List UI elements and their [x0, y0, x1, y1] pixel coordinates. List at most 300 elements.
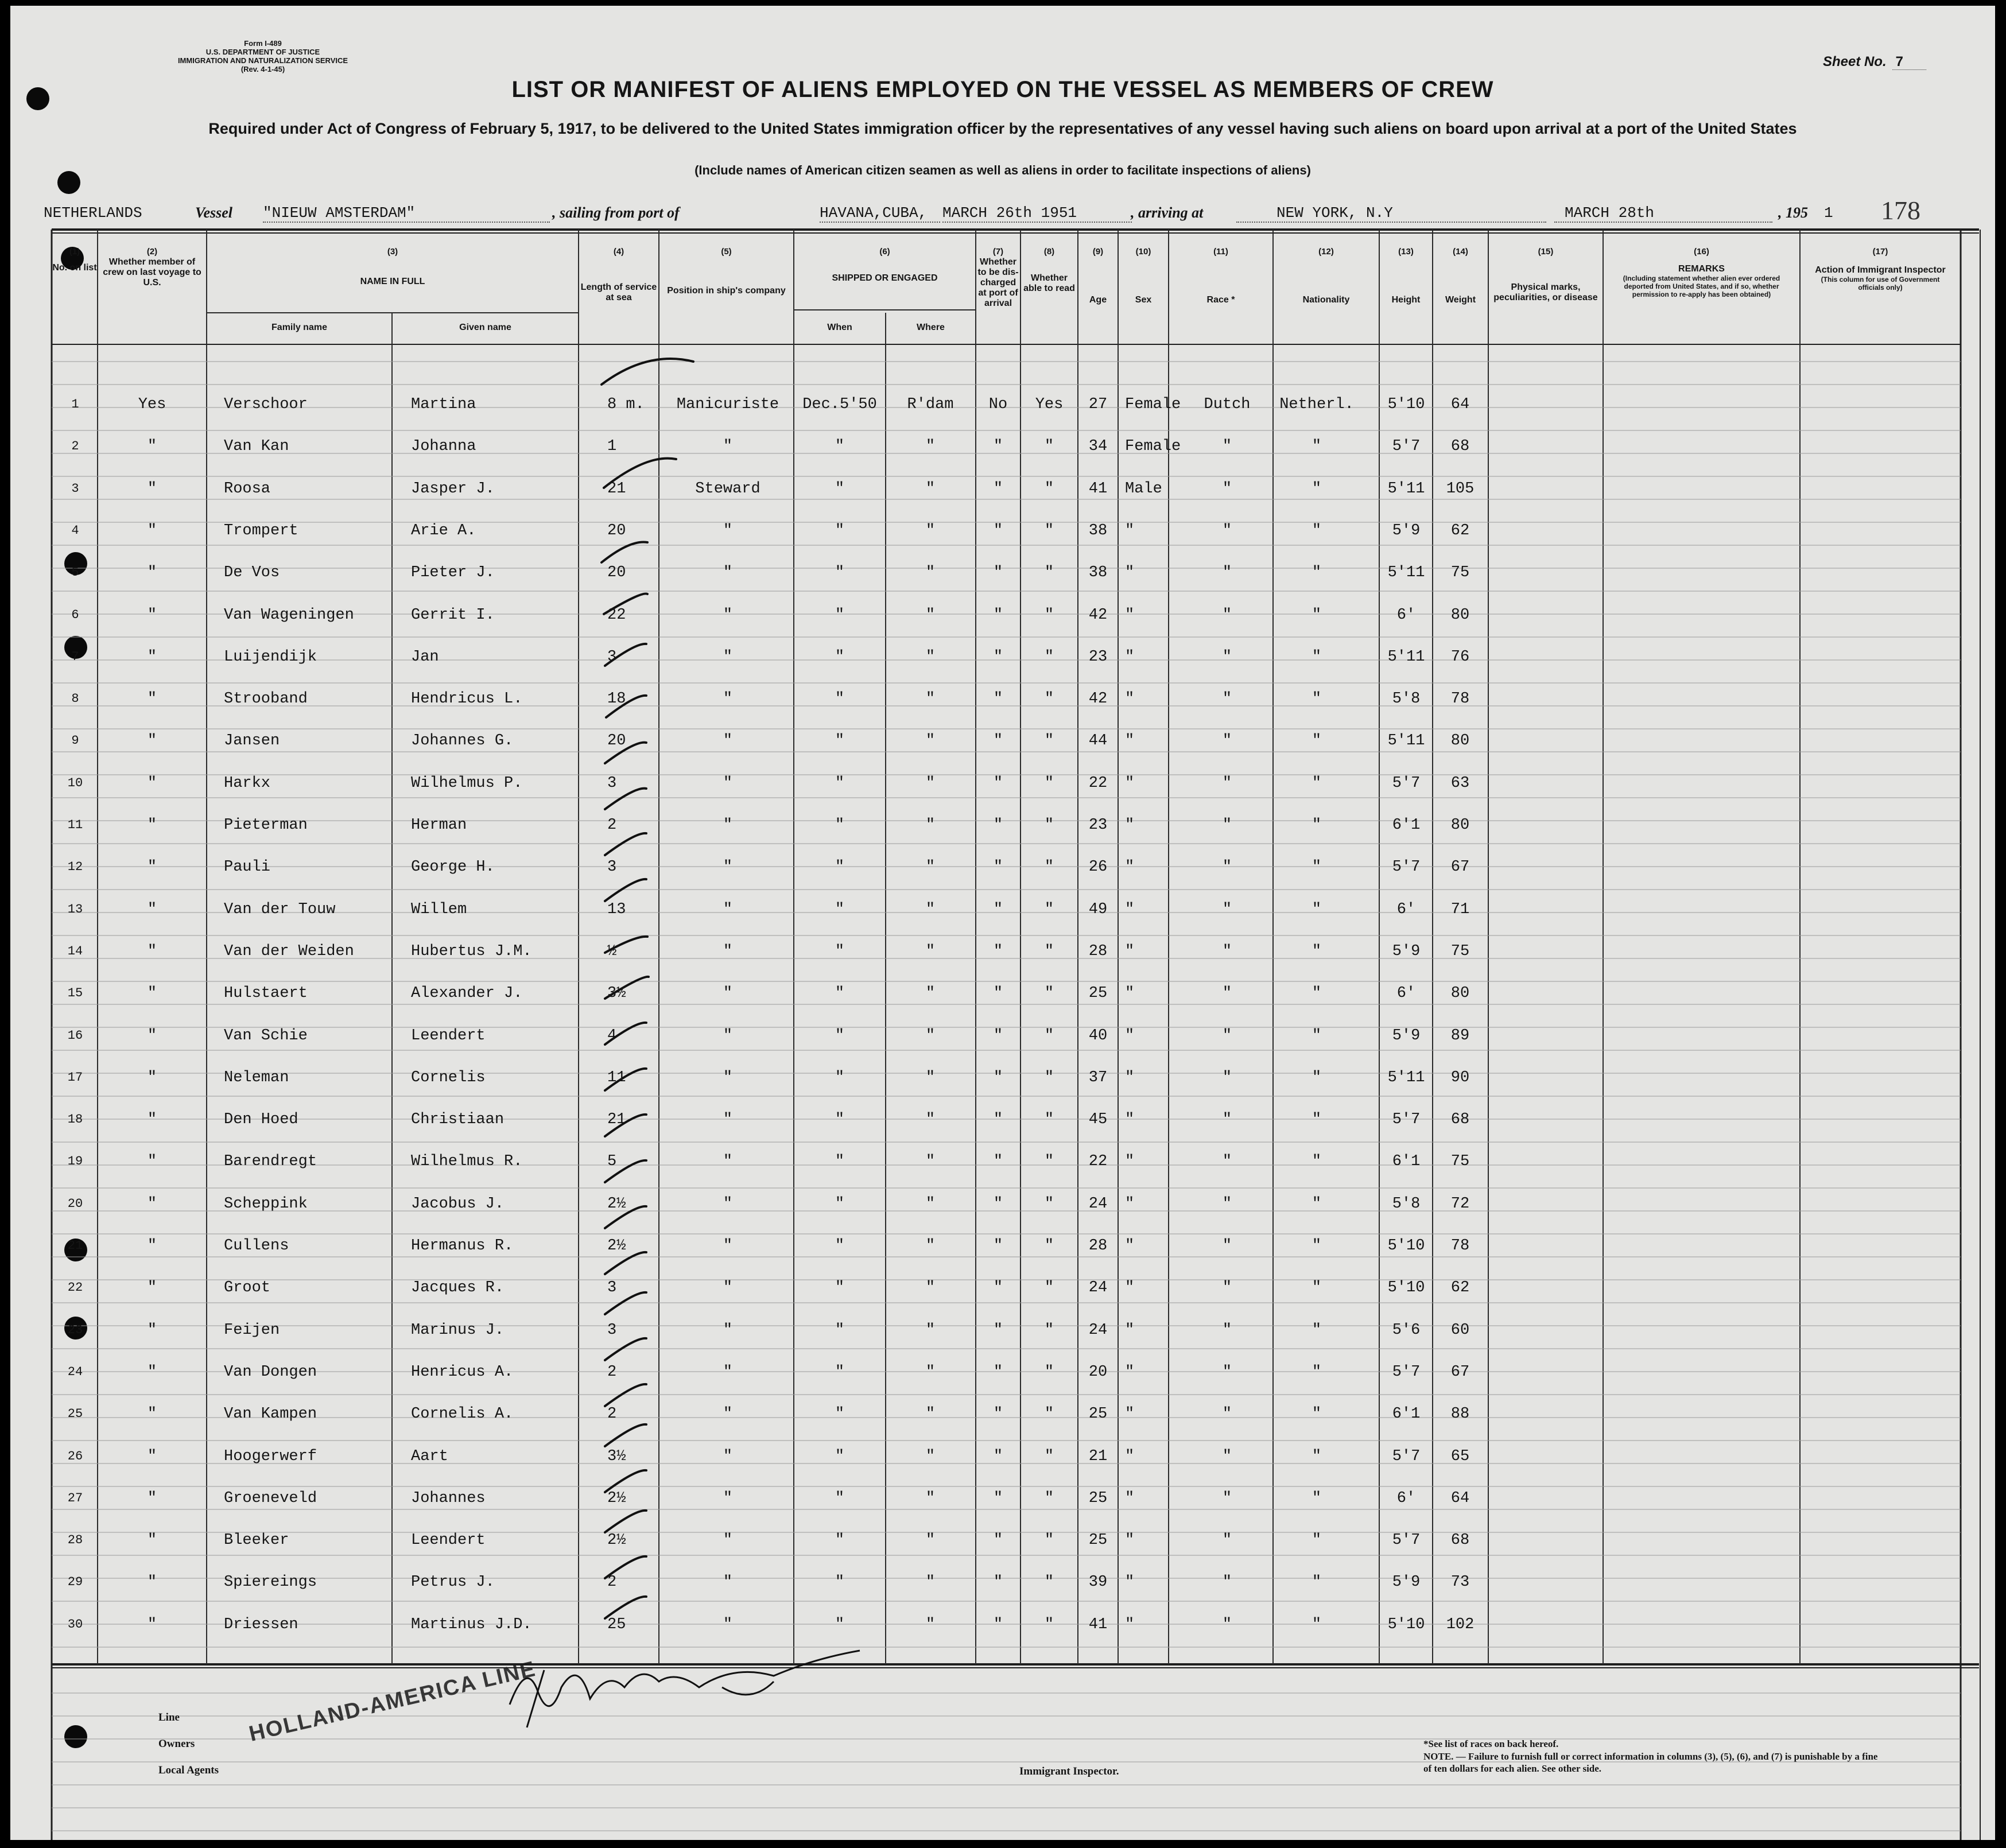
departure-date: MARCH 26th 1951: [942, 204, 1132, 223]
weight-cell: 89: [1450, 1027, 1470, 1045]
col-header-nationality: (12) Nationality: [1302, 247, 1350, 305]
able-to-read-cell: ": [1044, 564, 1054, 582]
length-of-service-cell: 5: [607, 1153, 617, 1171]
height-cell: 5'11: [1387, 564, 1425, 582]
given-name-cell: Hendricus L.: [411, 690, 523, 708]
sex-cell: ": [1125, 985, 1135, 1003]
col-header-read: (8) Whether able to read: [1023, 247, 1075, 293]
nationality-cell: ": [1312, 1616, 1322, 1633]
given-name-cell: Martina: [411, 396, 476, 413]
able-to-read-cell: ": [1044, 606, 1054, 624]
crew-last-voyage-cell: ": [147, 900, 157, 918]
race-cell: ": [1222, 732, 1232, 750]
shipped-when-cell: ": [835, 774, 845, 792]
row-number-cell: 4: [71, 523, 79, 538]
height-cell: 5'7: [1392, 774, 1421, 792]
discharged-at-port-cell: ": [993, 1574, 1003, 1591]
able-to-read-cell: ": [1044, 438, 1054, 456]
family-name-cell: Van Kan: [224, 438, 289, 456]
col-header-height: (13) Height: [1391, 247, 1421, 305]
given-name-cell: Willem: [411, 900, 467, 918]
family-name-cell: Van Dongen: [224, 1363, 317, 1381]
arrival-date: MARCH 28th: [1554, 204, 1772, 223]
crew-last-voyage-cell: ": [147, 480, 157, 498]
shipped-when-cell: ": [835, 1363, 845, 1381]
sex-cell: ": [1125, 1237, 1135, 1255]
family-name-cell: Driessen: [224, 1616, 298, 1633]
age-cell: 34: [1088, 438, 1108, 456]
sex-cell: ": [1125, 1027, 1135, 1045]
nationality-cell: ": [1312, 1237, 1322, 1255]
able-to-read-cell: ": [1044, 1406, 1054, 1423]
weight-cell: 80: [1450, 732, 1470, 750]
height-cell: 5'7: [1392, 1447, 1421, 1465]
row-number-cell: 28: [67, 1533, 83, 1548]
age-cell: 41: [1088, 1616, 1108, 1633]
department-name: U.S. DEPARTMENT OF JUSTICE: [205, 48, 320, 56]
nationality-cell: ": [1312, 480, 1322, 498]
crew-last-voyage-cell: ": [147, 985, 157, 1003]
discharged-at-port-cell: ": [993, 1321, 1003, 1339]
shipped-where-cell: ": [925, 985, 936, 1003]
race-cell: ": [1222, 942, 1232, 960]
owners-label: Owners: [158, 1738, 195, 1750]
sheet-label: Sheet No.: [1822, 54, 1887, 69]
crew-last-voyage-cell: ": [147, 859, 157, 876]
weight-cell: 62: [1450, 522, 1470, 539]
shipped-when-cell: ": [835, 1447, 845, 1465]
nationality-cell: ": [1312, 1279, 1322, 1297]
row-number-cell: 21: [67, 1239, 83, 1253]
year-suffix: 1: [1824, 204, 1833, 222]
discharged-at-port-cell: ": [993, 1616, 1003, 1633]
family-name-cell: Harkx: [224, 774, 271, 792]
nationality-cell: ": [1312, 1069, 1322, 1086]
ship-position-cell: Manicuriste: [676, 396, 779, 413]
flag-country: NETHERLANDS: [44, 204, 142, 222]
age-cell: 39: [1088, 1574, 1108, 1591]
able-to-read-cell: ": [1044, 1321, 1054, 1339]
family-name-cell: Van Wageningen: [224, 606, 354, 624]
col-header-where: Where: [917, 323, 945, 332]
discharged-at-port-cell: ": [993, 817, 1003, 834]
race-cell: ": [1222, 1489, 1232, 1507]
shipped-when-cell: ": [835, 1616, 845, 1633]
discharged-at-port-cell: ": [993, 606, 1003, 624]
shipped-where-cell: ": [925, 690, 936, 708]
shipped-when-cell: ": [835, 1321, 845, 1339]
sex-cell: ": [1125, 774, 1135, 792]
given-name-cell: Gerrit I.: [411, 606, 495, 624]
ship-position-cell: ": [723, 1069, 733, 1086]
row-number-cell: 2: [71, 439, 79, 454]
shipped-where-cell: ": [925, 1489, 936, 1507]
given-name-cell: Aart: [411, 1447, 448, 1465]
able-to-read-cell: ": [1044, 1111, 1054, 1129]
discharged-at-port-cell: ": [993, 1532, 1003, 1550]
nationality-cell: ": [1312, 648, 1322, 666]
ship-position-cell: ": [723, 1574, 733, 1591]
able-to-read-cell: ": [1044, 522, 1054, 539]
weight-cell: 68: [1450, 1111, 1470, 1129]
ship-position-cell: ": [723, 1027, 733, 1045]
nationality-cell: ": [1312, 859, 1322, 876]
crew-last-voyage-cell: ": [147, 1027, 157, 1045]
col-header-shipped: (6) SHIPPED OR ENGAGED: [832, 247, 938, 283]
shipped-where-cell: ": [925, 1574, 936, 1591]
race-cell: ": [1222, 985, 1232, 1003]
given-name-cell: Johanna: [411, 438, 476, 456]
manifest-sheet: [10, 6, 1995, 1840]
note-text: — Failure to furnish full or correct information in columns (3), (5), (6), and (7) is punishable by a fine of ten dollars for each alien. See other side.: [1423, 1751, 1878, 1774]
row-number-cell: 14: [67, 944, 83, 958]
sex-cell: ": [1125, 606, 1135, 624]
ship-position-cell: ": [723, 1363, 733, 1381]
row-number-cell: 22: [67, 1280, 83, 1295]
ship-position-cell: ": [723, 1447, 733, 1465]
length-of-service-cell: 20: [607, 564, 626, 582]
given-name-cell: Wilhelmus R.: [411, 1153, 523, 1171]
able-to-read-cell: ": [1044, 1363, 1054, 1381]
age-cell: 22: [1088, 774, 1108, 792]
crew-last-voyage-cell: ": [147, 1574, 157, 1591]
nationality-cell: ": [1312, 1447, 1322, 1465]
race-cell: ": [1222, 900, 1232, 918]
family-name-cell: Cullens: [224, 1237, 289, 1255]
race-cell: ": [1222, 1195, 1232, 1213]
ship-position-cell: ": [723, 900, 733, 918]
shipped-where-cell: R'dam: [907, 396, 954, 413]
weight-cell: 75: [1450, 942, 1470, 960]
discharged-at-port-cell: ": [993, 438, 1003, 456]
height-cell: 6'1: [1392, 1153, 1421, 1171]
race-cell: ": [1222, 1069, 1232, 1086]
given-name-cell: Leendert: [411, 1027, 486, 1045]
given-name-cell: Johannes: [411, 1489, 486, 1507]
col-header-no: (1) No. on list: [52, 247, 97, 273]
sex-cell: ": [1125, 522, 1135, 539]
shipped-when-cell: ": [835, 732, 845, 750]
col-header-when: When: [827, 323, 852, 332]
weight-cell: 88: [1450, 1406, 1470, 1423]
col-header-position: (5) Position in ship's company: [667, 247, 786, 296]
row-number-cell: 1: [71, 397, 79, 411]
include-note: (Include names of American citizen seamen as well as aliens in order to facilitate inspections of aliens): [694, 163, 1311, 177]
race-cell: ": [1222, 438, 1232, 456]
given-name-cell: Johannes G.: [411, 732, 514, 750]
crew-last-voyage-cell: ": [147, 1489, 157, 1507]
discharged-at-port-cell: ": [993, 942, 1003, 960]
weight-cell: 90: [1450, 1069, 1470, 1086]
able-to-read-cell: ": [1044, 480, 1054, 498]
shipped-where-cell: ": [925, 1532, 936, 1550]
sex-cell: ": [1125, 1406, 1135, 1423]
weight-cell: 68: [1450, 438, 1470, 456]
able-to-read-cell: ": [1044, 1447, 1054, 1465]
sex-cell: ": [1125, 1069, 1135, 1086]
nationality-cell: ": [1312, 564, 1322, 582]
given-name-cell: Wilhelmus P.: [411, 774, 523, 792]
height-cell: 5'11: [1387, 480, 1425, 498]
age-cell: 40: [1088, 1027, 1108, 1045]
family-name-cell: Hoogerwerf: [224, 1447, 317, 1465]
age-cell: 25: [1088, 1532, 1108, 1550]
height-cell: 5'9: [1392, 1574, 1421, 1591]
crew-last-voyage-cell: Yes: [138, 396, 166, 413]
row-number-cell: 23: [67, 1322, 83, 1337]
crew-last-voyage-cell: ": [147, 606, 157, 624]
length-of-service-cell: 11: [607, 1069, 626, 1086]
ship-position-cell: ": [723, 438, 733, 456]
length-of-service-cell: 13: [607, 900, 626, 918]
able-to-read-cell: ": [1044, 690, 1054, 708]
age-cell: 25: [1088, 1489, 1108, 1507]
nationality-cell: ": [1312, 817, 1322, 834]
crew-last-voyage-cell: ": [147, 648, 157, 666]
given-name-cell: Arie A.: [411, 522, 476, 539]
nationality-cell: ": [1312, 732, 1322, 750]
nationality-cell: ": [1312, 606, 1322, 624]
discharged-at-port-cell: ": [993, 1489, 1003, 1507]
able-to-read-cell: ": [1044, 732, 1054, 750]
able-to-read-cell: ": [1044, 1616, 1054, 1633]
able-to-read-cell: ": [1044, 900, 1054, 918]
nationality-cell: ": [1312, 1027, 1322, 1045]
vessel-label: Vessel: [195, 204, 232, 221]
age-cell: 24: [1088, 1195, 1108, 1213]
note-label: NOTE.: [1423, 1751, 1454, 1762]
col-header-weight: (14) Weight: [1445, 247, 1476, 305]
given-name-cell: Marinus J.: [411, 1321, 505, 1339]
ship-position-cell: ": [723, 732, 733, 750]
col-header-given: Given name: [459, 323, 511, 332]
length-of-service-cell: 20: [607, 522, 626, 539]
race-cell: ": [1222, 1574, 1232, 1591]
race-cell: ": [1222, 1406, 1232, 1423]
weight-cell: 80: [1450, 817, 1470, 834]
ship-position-cell: ": [723, 1195, 733, 1213]
nationality-cell: ": [1312, 522, 1322, 539]
height-cell: 5'11: [1387, 1069, 1425, 1086]
shipped-when-cell: ": [835, 1406, 845, 1423]
shipped-where-cell: ": [925, 1153, 936, 1171]
shipped-when-cell: ": [835, 1153, 845, 1171]
departure-port: HAVANA,CUBA,: [820, 204, 940, 223]
discharged-at-port-cell: ": [993, 1447, 1003, 1465]
shipped-when-cell: ": [835, 942, 845, 960]
shipped-when-cell: ": [835, 1237, 845, 1255]
height-cell: 5'10: [1387, 1279, 1425, 1297]
row-number-cell: 29: [67, 1575, 83, 1590]
discharged-at-port-cell: ": [993, 774, 1003, 792]
race-cell: ": [1222, 1616, 1232, 1633]
shipped-when-cell: ": [835, 480, 845, 498]
discharged-at-port-cell: ": [993, 1195, 1003, 1213]
height-cell: 5'7: [1392, 438, 1421, 456]
weight-cell: 75: [1450, 564, 1470, 582]
row-number-cell: 16: [67, 1028, 83, 1043]
length-of-service-cell: 2½: [607, 1237, 626, 1255]
able-to-read-cell: ": [1044, 1532, 1054, 1550]
race-cell: ": [1222, 648, 1232, 666]
shipped-where-cell: ": [925, 1069, 936, 1086]
length-of-service-cell: 18: [607, 690, 626, 708]
height-cell: 5'8: [1392, 690, 1421, 708]
length-of-service-cell: 2: [607, 1574, 617, 1591]
ship-position-cell: ": [723, 859, 733, 876]
shipped-when-cell: ": [835, 859, 845, 876]
age-cell: 49: [1088, 900, 1108, 918]
race-cell: ": [1222, 606, 1232, 624]
able-to-read-cell: ": [1044, 1195, 1054, 1213]
shipped-where-cell: ": [925, 438, 936, 456]
height-cell: 5'10: [1387, 1616, 1425, 1633]
discharged-at-port-cell: No: [988, 396, 1008, 413]
shipped-where-cell: ": [925, 1237, 936, 1255]
family-name-cell: Van Schie: [224, 1027, 308, 1045]
year-prefix: , 195: [1778, 204, 1808, 221]
age-cell: 27: [1088, 396, 1108, 413]
height-cell: 5'7: [1392, 1532, 1421, 1550]
given-name-cell: Jacobus J.: [411, 1195, 505, 1213]
col-header-service: (4) Length of service at sea: [580, 247, 657, 302]
shipped-where-cell: ": [925, 1363, 936, 1381]
sex-cell: Female: [1125, 396, 1181, 413]
shipped-where-cell: ": [925, 480, 936, 498]
weight-cell: 73: [1450, 1574, 1470, 1591]
length-of-service-cell: 3: [607, 1279, 617, 1297]
discharged-at-port-cell: ": [993, 732, 1003, 750]
able-to-read-cell: ": [1044, 859, 1054, 876]
given-name-cell: Hubertus J.M.: [411, 942, 532, 960]
race-cell: ": [1222, 1111, 1232, 1129]
shipped-where-cell: ": [925, 900, 936, 918]
height-cell: 5'11: [1387, 732, 1425, 750]
sailing-label: , sailing from port of: [552, 204, 680, 221]
crew-last-voyage-cell: ": [147, 1153, 157, 1171]
height-cell: 5'9: [1392, 942, 1421, 960]
height-cell: 6'1: [1392, 817, 1421, 834]
crew-last-voyage-cell: ": [147, 1279, 157, 1297]
race-cell: ": [1222, 1321, 1232, 1339]
nationality-cell: ": [1312, 1489, 1322, 1507]
row-number-cell: 6: [71, 607, 79, 622]
nationality-cell: ": [1312, 1363, 1322, 1381]
able-to-read-cell: ": [1044, 1279, 1054, 1297]
shipped-when-cell: Dec.5'50: [802, 396, 877, 413]
sex-cell: ": [1125, 942, 1135, 960]
age-cell: 24: [1088, 1279, 1108, 1297]
age-cell: 37: [1088, 1069, 1108, 1086]
fine-note: [1423, 1750, 1883, 1775]
age-cell: 41: [1088, 480, 1108, 498]
row-number-cell: 10: [67, 775, 83, 790]
crew-last-voyage-cell: ": [147, 817, 157, 834]
row-number-cell: 17: [67, 1070, 83, 1085]
sheet-value: 7: [1892, 54, 1926, 70]
age-cell: 38: [1088, 522, 1108, 539]
ship-position-cell: ": [723, 774, 733, 792]
family-name-cell: De Vos: [224, 564, 280, 582]
length-of-service-cell: 21: [607, 480, 626, 498]
race-cell: ": [1222, 774, 1232, 792]
ship-position-cell: ": [723, 1406, 733, 1423]
weight-cell: 80: [1450, 985, 1470, 1003]
shipped-when-cell: ": [835, 438, 845, 456]
discharged-at-port-cell: ": [993, 1111, 1003, 1129]
family-name-cell: Scheppink: [224, 1195, 308, 1213]
race-cell: ": [1222, 1153, 1232, 1171]
weight-cell: 105: [1446, 480, 1475, 498]
weight-cell: 102: [1446, 1616, 1475, 1633]
shipped-when-cell: ": [835, 564, 845, 582]
weight-cell: 78: [1450, 1237, 1470, 1255]
age-cell: 42: [1088, 606, 1108, 624]
crew-last-voyage-cell: ": [147, 564, 157, 582]
family-name-cell: Pauli: [224, 859, 271, 876]
discharged-at-port-cell: ": [993, 690, 1003, 708]
page-stamp-number: 178: [1881, 196, 1920, 225]
nationality-cell: ": [1312, 438, 1322, 456]
sex-cell: ": [1125, 1153, 1135, 1171]
crew-last-voyage-cell: ": [147, 690, 157, 708]
discharged-at-port-cell: ": [993, 900, 1003, 918]
discharged-at-port-cell: ": [993, 1237, 1003, 1255]
discharged-at-port-cell: ": [993, 522, 1003, 539]
shipped-where-cell: ": [925, 1447, 936, 1465]
shipped-where-cell: ": [925, 1406, 936, 1423]
crew-last-voyage-cell: ": [147, 1616, 157, 1633]
weight-cell: 80: [1450, 606, 1470, 624]
col-header-discharged: (7) Whether to be dis-charged at port of arrival: [977, 247, 1019, 308]
nationality-cell: ": [1312, 1532, 1322, 1550]
row-rules: [52, 362, 1961, 1831]
shipped-when-cell: ": [835, 522, 845, 539]
length-of-service-cell: 22: [607, 606, 626, 624]
ship-position-cell: ": [723, 942, 733, 960]
given-name-cell: Leendert: [411, 1532, 486, 1550]
family-name-cell: Van Kampen: [224, 1406, 317, 1423]
family-name-cell: Van der Weiden: [224, 942, 354, 960]
given-name-cell: George H.: [411, 859, 495, 876]
row-number-cell: 15: [67, 986, 83, 1001]
height-cell: 6': [1396, 985, 1416, 1003]
ship-position-cell: ": [723, 985, 733, 1003]
crew-last-voyage-cell: ": [147, 1195, 157, 1213]
family-name-cell: Hulstaert: [224, 985, 308, 1003]
family-name-cell: Spiereings: [224, 1574, 317, 1591]
able-to-read-cell: ": [1044, 1489, 1054, 1507]
ship-position-cell: ": [723, 648, 733, 666]
family-name-cell: Barendregt: [224, 1153, 317, 1171]
row-number-cell: 26: [67, 1449, 83, 1463]
height-cell: 5'9: [1392, 1027, 1421, 1045]
age-cell: 38: [1088, 564, 1108, 582]
weight-cell: 78: [1450, 690, 1470, 708]
race-cell: ": [1222, 817, 1232, 834]
length-of-service-cell: 8 m.: [607, 396, 645, 413]
shipped-when-cell: ": [835, 817, 845, 834]
ship-position-cell: ": [723, 1321, 733, 1339]
crew-last-voyage-cell: ": [147, 1111, 157, 1129]
shipped-where-cell: ": [925, 1321, 936, 1339]
sex-cell: ": [1125, 1279, 1135, 1297]
shipped-where-cell: ": [925, 648, 936, 666]
height-cell: 5'7: [1392, 859, 1421, 876]
shipped-when-cell: ": [835, 690, 845, 708]
races-note: *See list of races on back hereof.: [1423, 1738, 1559, 1749]
length-of-service-cell: 2: [607, 1406, 617, 1423]
